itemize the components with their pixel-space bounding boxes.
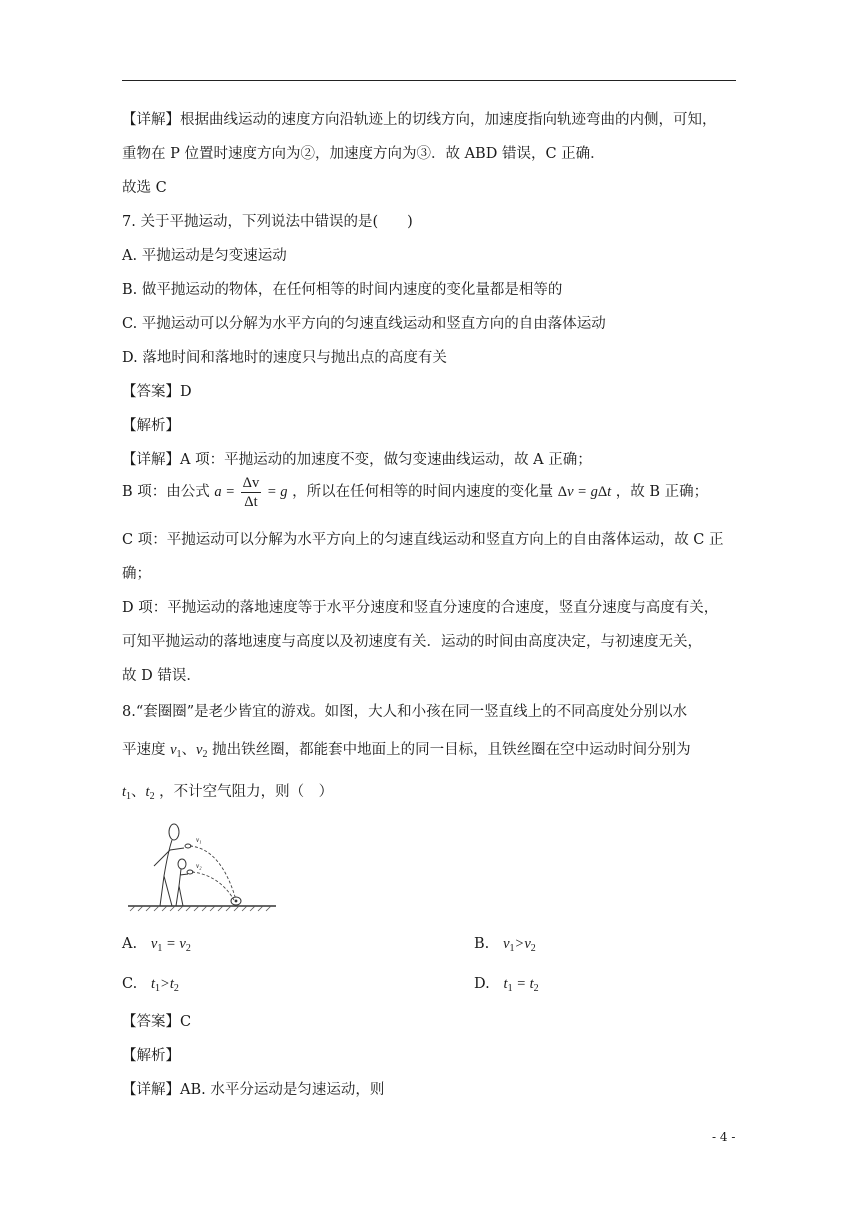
q8-option-a bbox=[122, 934, 191, 959]
q8-stem-line3-suffix: ，不计空气阻力，则（ ） bbox=[159, 784, 334, 800]
q8-option-d bbox=[474, 974, 539, 999]
trajectory-v1 bbox=[190, 846, 236, 900]
q8-stem-line2-suffix: 抛出铁丝圈，都能套中地面上的同一目标，且铁丝圈在空中运动时间分别为 bbox=[212, 742, 691, 758]
q7-option-d: D. 落地时间和落地时的速度只与抛出点的高度有关 bbox=[122, 350, 447, 366]
symbol-v1-v2: $v_1$、$v_2$ bbox=[170, 742, 208, 760]
q7-answer: 【答案】D bbox=[122, 384, 192, 400]
q7-detail-b bbox=[122, 474, 708, 511]
q8-option-b bbox=[474, 934, 536, 959]
formula-acceleration: a = $\frac{\Delta v}{\Delta t}$ = g bbox=[214, 475, 288, 510]
q8-answer: 【答案】C bbox=[122, 1014, 192, 1030]
target-center bbox=[235, 900, 238, 903]
fraction-numerator: Δv bbox=[242, 475, 260, 491]
detail-prev-line1: 【详解】根据曲线运动的速度方向沿轨迹上的切线方向，加速度指向轨迹弯曲的内侧，可知， bbox=[122, 112, 717, 128]
q8-option-c bbox=[122, 974, 179, 999]
ring-toss-figure bbox=[124, 820, 280, 912]
q7-detail-b-suffix: ，故 B 正确； bbox=[615, 483, 709, 500]
q7-detail-d1: D 项：平抛运动的落地速度等于水平分速度和竖直分速度的合速度，竖直分速度与高度有关， bbox=[122, 600, 719, 616]
q8-detail: 【详解】AB. 水平分运动是匀速运动，则 bbox=[122, 1082, 385, 1098]
detail-prev-line3: 故选 C bbox=[122, 180, 167, 196]
q8-analysis: 【解析】 bbox=[122, 1048, 180, 1064]
q8-option-b-label: B. bbox=[474, 936, 490, 952]
formula-fraction bbox=[241, 474, 262, 511]
q7-analysis: 【解析】 bbox=[122, 418, 180, 434]
page-number: - 4 - bbox=[712, 1130, 736, 1144]
q7-detail-d3: 故 D 错误． bbox=[122, 668, 201, 684]
adult-figure bbox=[154, 824, 184, 906]
q8-option-c-label: C. bbox=[122, 976, 138, 992]
symbol-t1-t2: $t_1$、$t_2$ bbox=[122, 784, 155, 802]
formula-delta-v: Δv = gΔt bbox=[557, 483, 612, 500]
q7-option-c: C. 平抛运动可以分解为水平方向的匀速直线运动和竖直方向的自由落体运动 bbox=[122, 316, 606, 332]
q7-detail-c2: 确； bbox=[122, 566, 151, 582]
q7-stem: 7. 关于平抛运动，下列说法中错误的是( ) bbox=[122, 214, 413, 230]
trajectory-v2 bbox=[192, 872, 234, 900]
label-v1: v₁ bbox=[196, 836, 202, 844]
q7-option-b: B. 做平抛运动的物体，在任何相等的时间内速度的变化量都是相等的 bbox=[122, 282, 563, 298]
q7-detail-b-middle: ，所以在任何相等的时间内速度的变化量 bbox=[292, 483, 554, 500]
q8-stem-line2-prefix: 平速度 bbox=[122, 742, 166, 758]
child-figure bbox=[176, 859, 188, 906]
label-v2: v₂ bbox=[196, 862, 202, 870]
q7-detail-a: 【详解】A 项：平抛运动的加速度不变，做匀变速曲线运动，故 A 正确； bbox=[122, 452, 592, 468]
q8-option-d-label: D. bbox=[474, 976, 490, 992]
q7-detail-b-prefix: B 项：由公式 bbox=[122, 483, 210, 500]
q8-option-a-label: A. bbox=[122, 936, 138, 952]
q8-option-c-formula: $t_1>t_2$ bbox=[151, 976, 179, 994]
q8-option-a-formula: $v_1 = v_2$ bbox=[150, 936, 191, 954]
q8-stem-line2 bbox=[122, 740, 691, 765]
q8-stem-line1: 8.“套圈圈”是老少皆宜的游戏。如图，大人和小孩在同一竖直线上的不同高度处分别以水 bbox=[122, 704, 688, 720]
q8-option-d-formula: $t_1 = t_2$ bbox=[503, 976, 539, 994]
q7-detail-d2: 可知平抛运动的落地速度与高度以及初速度有关．运动的时间由高度决定，与初速度无关， bbox=[122, 634, 702, 650]
fraction-denominator: Δt bbox=[244, 494, 258, 510]
detail-prev-line2: 重物在 P 位置时速度方向为②，加速度方向为③．故 ABD 错误，C 正确． bbox=[122, 146, 605, 162]
q8-stem-line3 bbox=[122, 782, 333, 807]
header-rule bbox=[122, 80, 736, 81]
q7-detail-c1: C 项：平抛运动可以分解为水平方向上的匀速直线运动和竖直方向上的自由落体运动，故 C 正 bbox=[122, 532, 724, 548]
q8-option-b-formula: $v_1>v_2$ bbox=[503, 936, 536, 954]
q7-option-a: A. 平抛运动是匀变速运动 bbox=[122, 248, 287, 264]
ground-hatching bbox=[130, 906, 271, 911]
